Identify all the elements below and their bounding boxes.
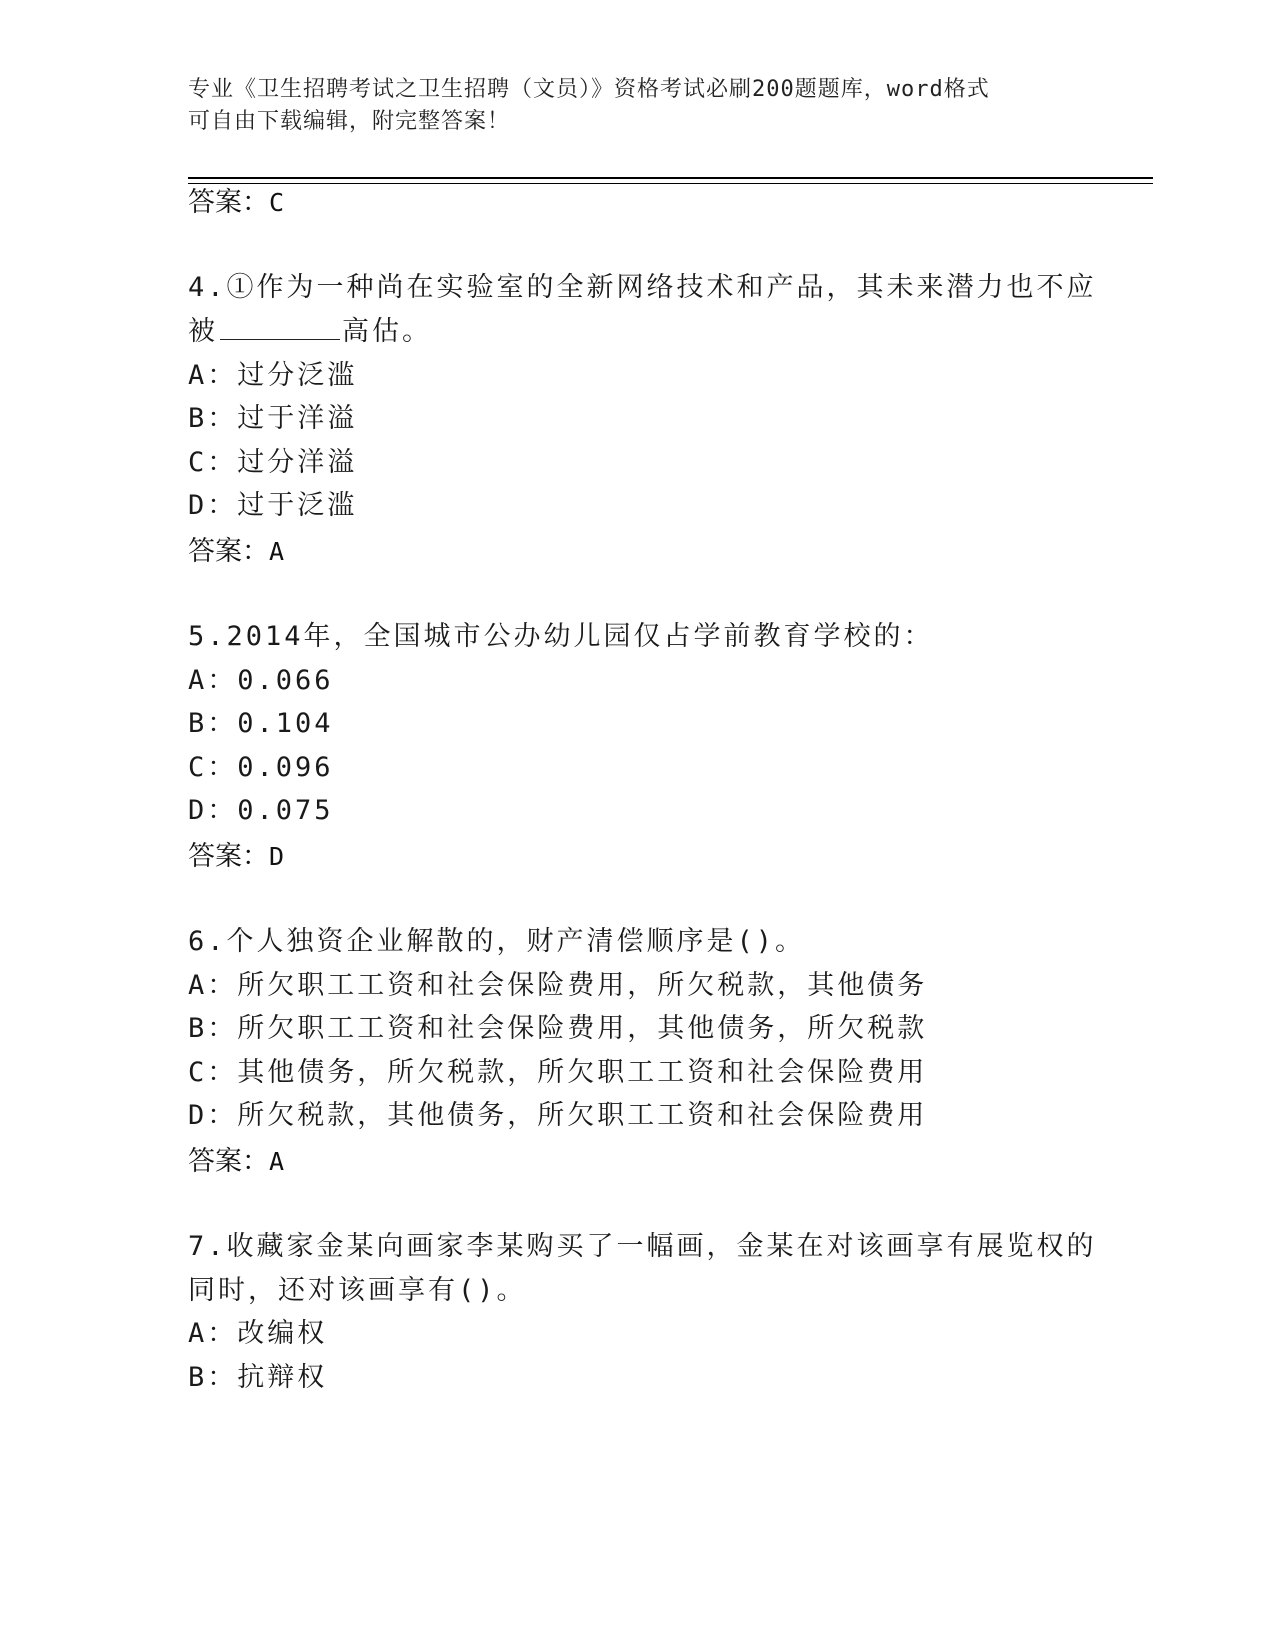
q6-option-c: C：其他债务，所欠税款，所欠职工工资和社会保险费用 bbox=[188, 1057, 928, 1088]
fill-in-blank bbox=[220, 315, 340, 340]
q4-option-c: C：过分洋溢 bbox=[188, 447, 358, 478]
answer-label: 答案： bbox=[188, 841, 269, 871]
answer-value: D bbox=[269, 842, 285, 871]
q6-option-b: B：所欠职工工资和社会保险费用，其他债务，所欠税款 bbox=[188, 1013, 928, 1044]
q4-option-d: D：过于泛滥 bbox=[188, 490, 358, 521]
answer-value: A bbox=[269, 1147, 285, 1176]
q5-answer bbox=[188, 840, 284, 873]
header-title-line1: 专业《卫生招聘考试之卫生招聘（文员）》资格考试必刷200题题库，word格式 bbox=[188, 77, 990, 102]
q6-option-a: A：所欠职工工资和社会保险费用，所欠税款，其他债务 bbox=[188, 970, 928, 1001]
q5-stem: 5.2014年，全国城市公办幼儿园仅占学前教育学校的： bbox=[188, 621, 934, 652]
q4-answer bbox=[188, 535, 284, 568]
q3-answer bbox=[188, 186, 284, 219]
q4-stem-line1: 4.①作为一种尚在实验室的全新网络技术和产品，其未来潜力也不应 bbox=[188, 272, 1097, 303]
q5-option-c: C：0.096 bbox=[188, 752, 334, 783]
answer-label: 答案： bbox=[188, 536, 269, 566]
q4-option-a: A：过分泛滥 bbox=[188, 360, 358, 391]
header-divider-thick bbox=[188, 177, 1153, 179]
q4-stem-post: 高估。 bbox=[342, 316, 432, 347]
header-title-line2: 可自由下载编辑，附完整答案！ bbox=[188, 109, 511, 134]
q4-option-b: B：过于洋溢 bbox=[188, 403, 358, 434]
q7-option-a: A：改编权 bbox=[188, 1318, 328, 1349]
answer-value: C bbox=[269, 188, 285, 217]
q7-stem-line1: 7.收藏家金某向画家李某购买了一幅画，金某在对该画享有展览权的 bbox=[188, 1231, 1097, 1262]
answer-value: A bbox=[269, 537, 285, 566]
q5-option-b: B：0.104 bbox=[188, 708, 334, 739]
q4-stem-line2 bbox=[188, 315, 432, 349]
q7-stem-line2: 同时，还对该画享有()。 bbox=[188, 1275, 527, 1306]
answer-label: 答案： bbox=[188, 1146, 269, 1176]
q5-option-a: A：0.066 bbox=[188, 665, 334, 696]
document-header bbox=[188, 74, 1068, 138]
q4-stem-pre: 被 bbox=[188, 316, 218, 347]
q5-option-d: D：0.075 bbox=[188, 795, 334, 826]
q6-stem: 6.个人独资企业解散的，财产清偿顺序是()。 bbox=[188, 926, 806, 957]
q6-answer bbox=[188, 1145, 284, 1178]
q7-option-b: B：抗辩权 bbox=[188, 1362, 328, 1393]
q6-option-d: D：所欠税款，其他债务，所欠职工工资和社会保险费用 bbox=[188, 1100, 928, 1131]
answer-label: 答案： bbox=[188, 187, 269, 217]
header-divider-thin bbox=[188, 183, 1153, 184]
